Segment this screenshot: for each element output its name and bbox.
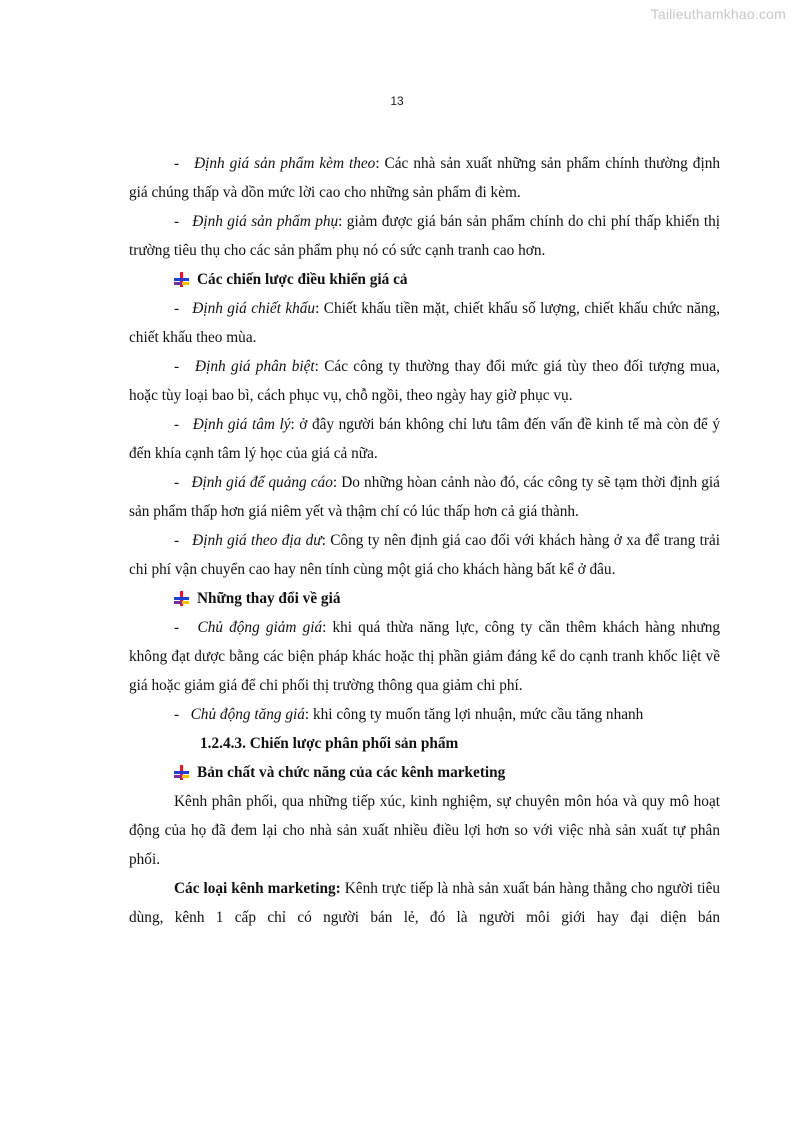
paragraph-geographic-pricing (129, 526, 720, 584)
paragraph-price-cut (129, 613, 720, 700)
text: : khi quá thừa năng lực, công ty cần thêm khách hàng nhưng không đạt dược bằng các biện pháp khác hoặc thị phần giảm đáng kể do cạnh tranh khốc liệt về giá hoặc giảm giá để chi phối thị trường thông qua giảm chi phí. (129, 619, 720, 694)
text: : Do những hòan cảnh nào đó, các công ty sẽ tạm thời định giá sản phẩm thấp hơn giá niêm yết và thậm chí có lúc thấp hơn cả giá thành. (129, 474, 720, 520)
dash: - (174, 532, 180, 549)
paragraph-byproduct-pricing (129, 207, 720, 265)
document-body (129, 149, 720, 932)
dash: - (174, 300, 180, 317)
text: : Công ty nên định giá cao đối với khách hàng ở xa để trang trải chi phí vận chuyển cao hay nên tính cùng một giá cho khách hàng bất kể ở đâu. (129, 532, 720, 578)
text: : Chiết khấu tiền mặt, chiết khấu số lượng, chiết khấu chức năng, chiết khấu theo mùa. (129, 300, 720, 346)
text: : khi công ty muốn tăng lợi nhuận, mức cầu tăng nhanh (304, 706, 644, 723)
dash: - (174, 213, 180, 230)
dash: - (174, 358, 180, 375)
heading-distribution-strategy: 1.2.4.3. Chiến lược phân phối sản phẩm (200, 735, 459, 752)
term: Định giá chiết khấu (192, 300, 316, 317)
text: Kênh trực tiếp là nhà sản xuất bán hàng thẳng cho người tiêu dùng, kênh 1 cấp chỉ có người bán lẻ, đó là người môi giới hay đại diện bán (129, 880, 721, 926)
heading-text: Các chiến lược điều khiển giá cả (197, 271, 408, 288)
heading-price-control-strategies (129, 265, 720, 294)
dash: - (174, 706, 180, 723)
watermark: Tailieuthamkhao.com (650, 6, 786, 22)
cross-bullet-icon (174, 765, 189, 780)
paragraph-discount-pricing (129, 294, 720, 352)
paragraph-promotional-pricing (129, 468, 720, 526)
heading-price-changes (129, 584, 720, 613)
term: Chủ động tăng giá (190, 706, 305, 723)
dash: - (174, 474, 180, 491)
paragraph-discriminatory-pricing (129, 352, 720, 410)
paragraph-price-increase (129, 700, 720, 729)
heading-channel-nature (129, 758, 720, 787)
term: Định giá tâm lý (192, 416, 291, 433)
paragraph-psychological-pricing (129, 410, 720, 468)
paragraph-channel-types (129, 874, 720, 932)
text: : ở đây người bán không chỉ lưu tâm đến vấn đề kinh tế mà còn để ý đến khía cạnh tâm lý học của giá cả nữa. (129, 416, 720, 462)
term: Định giá để quảng cáo (191, 474, 333, 491)
text: : Các công ty thường thay đổi mức giá tùy theo đối tượng mua, hoặc tùy loại bao bì, cách phục vụ, chỗ ngồi, theo ngày hay giờ phục vụ. (129, 358, 720, 404)
page-number: 13 (390, 94, 404, 108)
paragraph-bundle-pricing (129, 149, 720, 207)
term: Định giá phân biệt (195, 358, 315, 375)
paragraph-distribution-channel: Kênh phân phối, qua những tiếp xúc, kinh nghiệm, sự chuyên môn hóa và quy mô hoạt động của họ đã đem lại cho nhà sản xuất nhiều điều lợi hơn so với việc nhà sản xuất tự phân phối. (129, 793, 720, 868)
term: Định giá theo địa dư (192, 532, 322, 549)
term: Chủ động giảm giá (197, 619, 323, 636)
heading-text: Những thay đổi về giá (197, 590, 341, 607)
dash: - (174, 619, 180, 636)
text: : giảm được giá bán sản phẩm chính do chi phí thấp khiến thị trường tiêu thụ cho các sản phẩm phụ nó có sức cạnh tranh cao hơn. (129, 213, 720, 259)
cross-bullet-icon (174, 272, 189, 287)
heading-text: Bản chất và chức năng của các kênh marketing (197, 764, 506, 781)
term: Định giá sản phẩm kèm theo (194, 155, 376, 172)
cross-bullet-icon (174, 591, 189, 606)
dash: - (174, 155, 180, 172)
term: Định giá sản phẩm phụ (192, 213, 339, 230)
dash: - (174, 416, 180, 433)
lead: Các loại kênh marketing: (174, 880, 341, 897)
text: : Các nhà sản xuất những sản phẩm chính thường định giá chúng thấp và dồn mức lời cao cho những sản phẩm đi kèm. (129, 155, 721, 201)
